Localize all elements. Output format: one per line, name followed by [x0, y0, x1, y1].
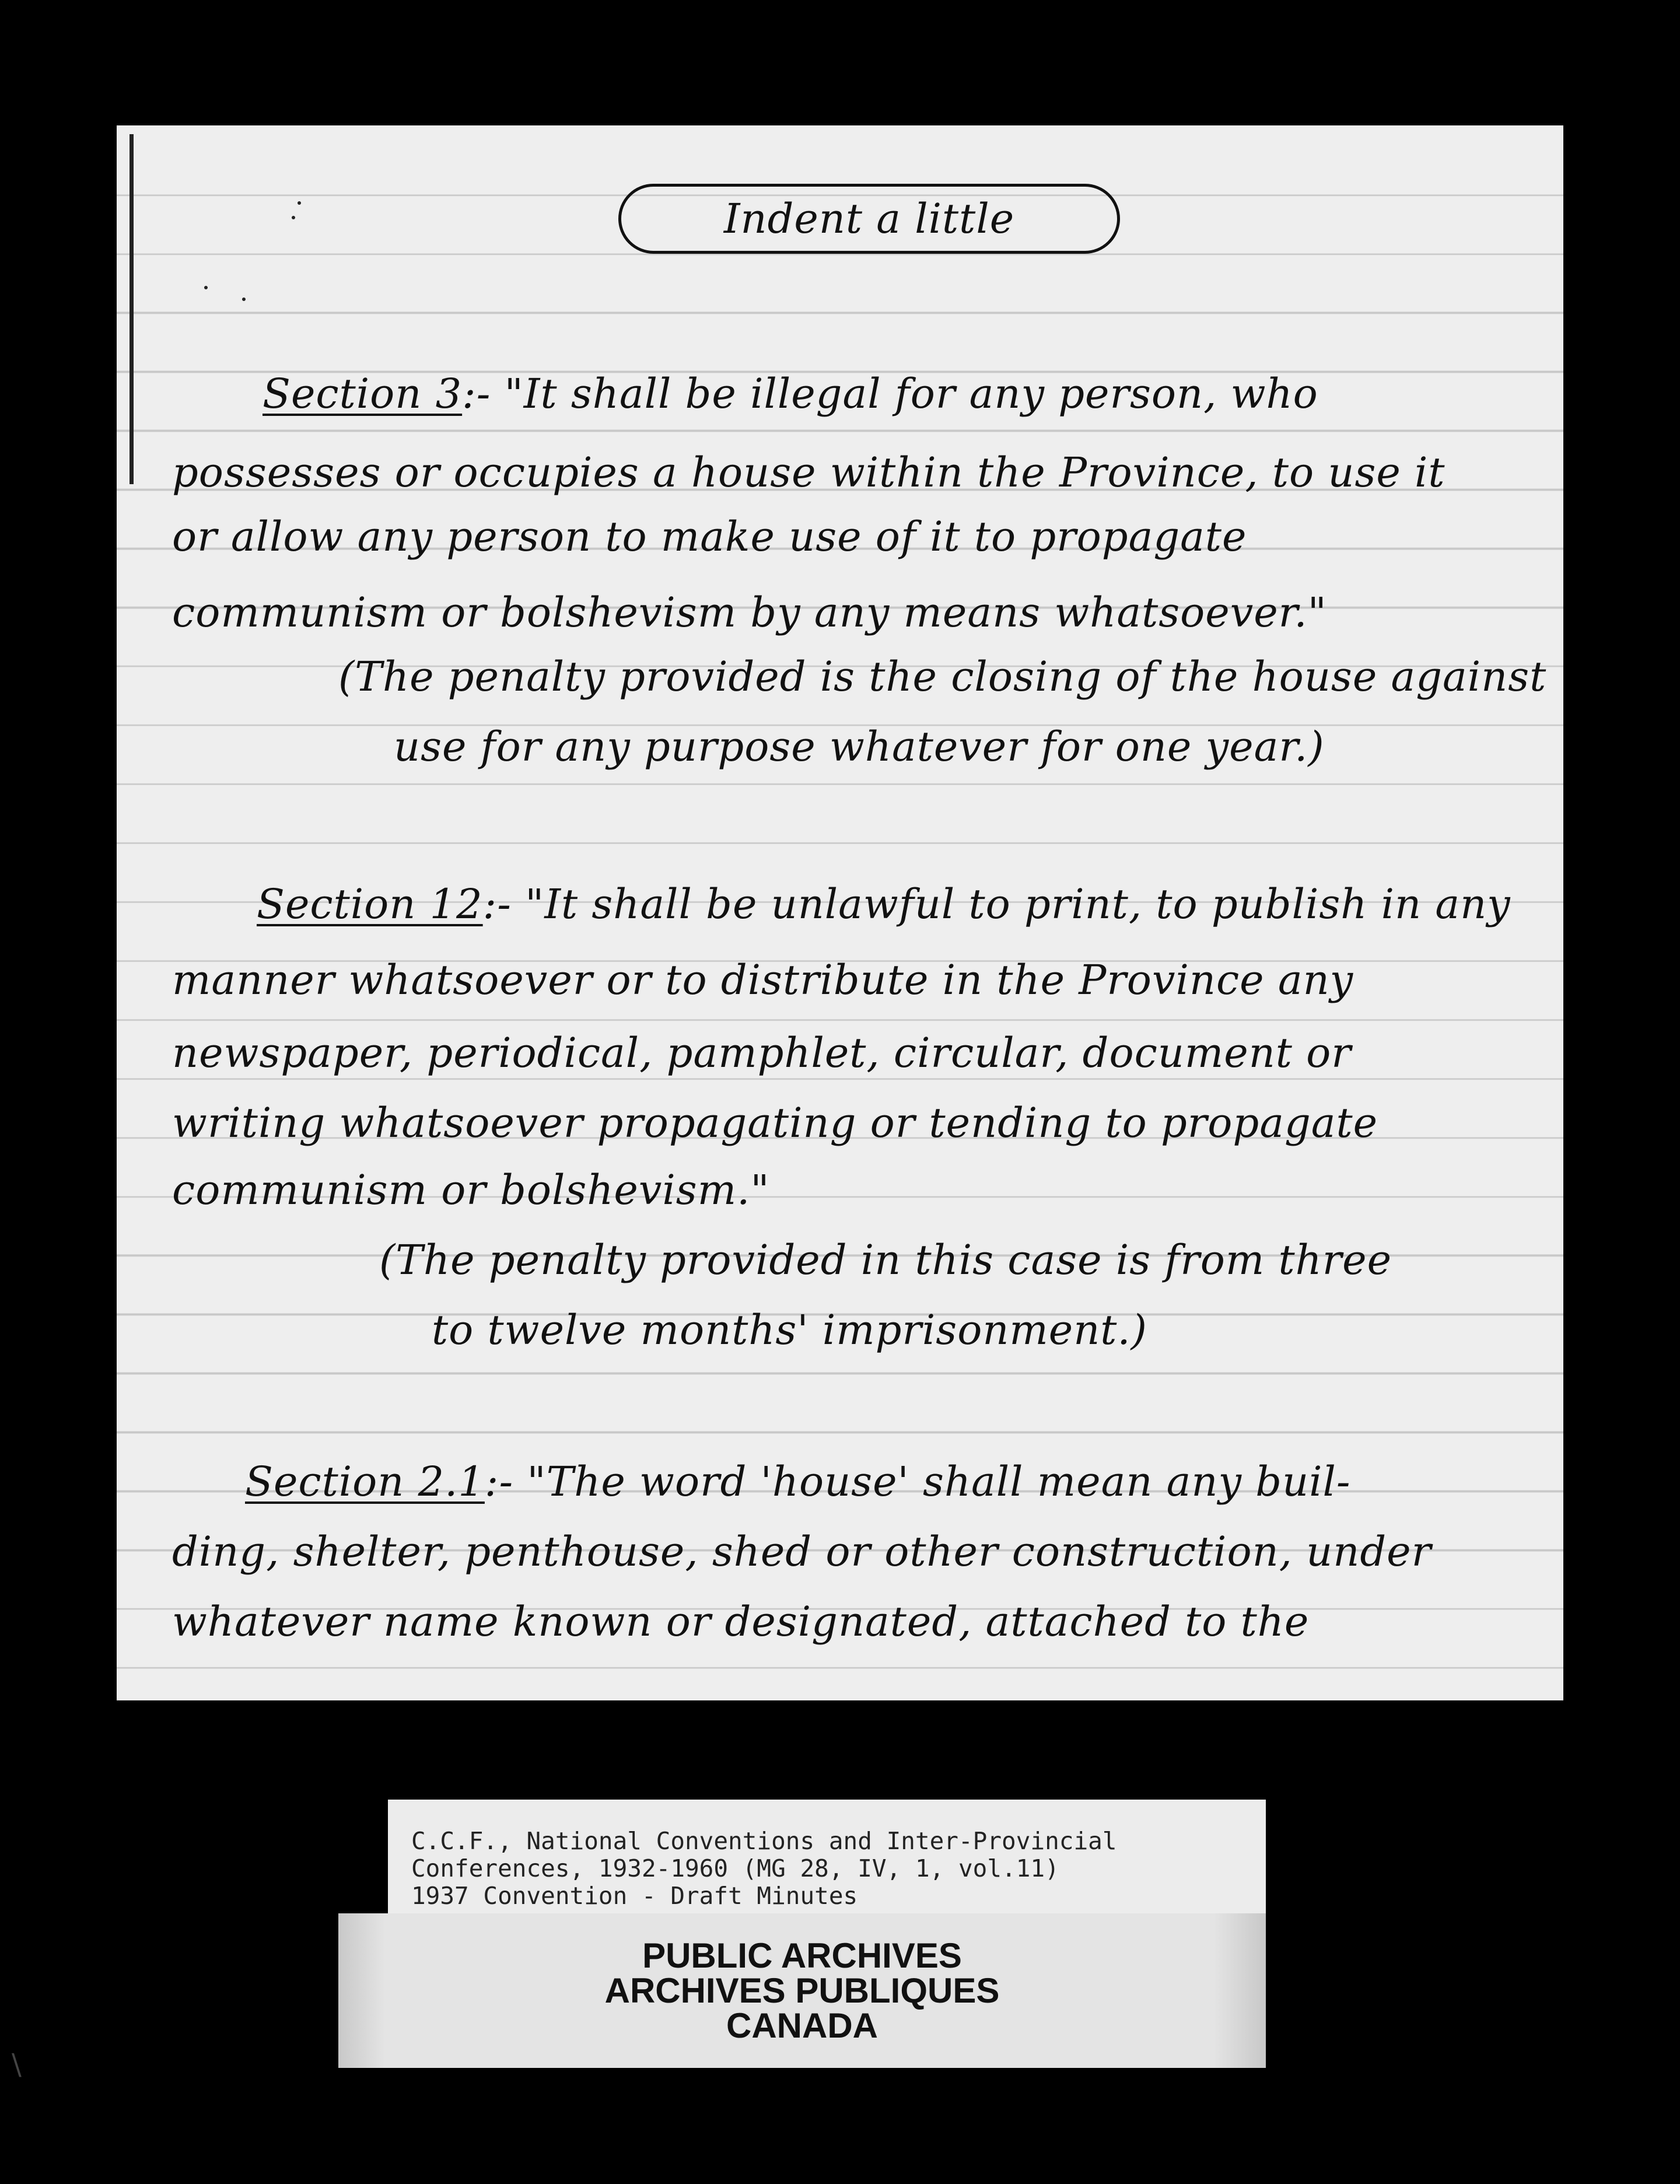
- section-3-penalty-2: use for any purpose whatever for one year.): [394, 723, 1325, 771]
- section-3-line-1: :- "It shall be illegal for any person, who: [462, 370, 1318, 418]
- section-12-line-1: :- "It shall be unlawful to print, to publish in any: [482, 880, 1511, 928]
- ink-speck: [204, 286, 208, 289]
- archives-stamp: [338, 1913, 1266, 2068]
- ink-speck: [298, 201, 301, 205]
- ink-speck: [292, 216, 295, 219]
- section-12-title: Section 12: [257, 880, 483, 928]
- archives-line-1: PUBLIC ARCHIVES: [642, 1936, 962, 1975]
- page-edge-shadow: [130, 134, 134, 484]
- archives-line-2: ARCHIVES PUBLIQUES: [604, 1971, 1000, 2010]
- section-3-line-2: possesses or occupies a house within the Province, to use it: [172, 449, 1446, 496]
- ink-speck: [242, 298, 246, 301]
- section-3-title: Section 3: [262, 370, 463, 418]
- section-3-line-4: communism or bolshevism by any means whatsoever.": [172, 589, 1327, 636]
- corner-mark: \: [12, 2048, 22, 2081]
- section-12-penalty-1: (The penalty provided in this case is from three: [379, 1236, 1392, 1284]
- section-2-1-title: Section 2.1: [245, 1458, 485, 1506]
- section-12-line-4: writing whatsoever propagating or tending to propagate: [172, 1099, 1378, 1147]
- reference-line-1: C.C.F., National Conventions and Inter-Provincial: [411, 1827, 1117, 1855]
- section-3-penalty-1: (The penalty provided is the closing of the house against: [338, 653, 1547, 701]
- section-2-1-line-3: whatever name known or designated, attached to the: [172, 1598, 1310, 1646]
- section-2-1-line-2: ding, shelter, penthouse, shed or other construction, under: [172, 1528, 1432, 1576]
- reference-label: [388, 1800, 1266, 1916]
- margin-note-text: Indent a little: [723, 195, 1015, 243]
- section-12-line-5: communism or bolshevism.": [172, 1166, 770, 1214]
- section-12-first-line: [257, 880, 1511, 928]
- archives-line-3: CANADA: [726, 2006, 878, 2045]
- reference-line-3: 1937 Convention - Draft Minutes: [411, 1882, 858, 1910]
- section-12-line-2: manner whatsoever or to distribute in the Province any: [172, 956, 1354, 1004]
- margin-note-oval: [618, 184, 1120, 254]
- section-12-line-3: newspaper, periodical, pamphlet, circular, document or: [172, 1029, 1352, 1077]
- handwritten-page: [117, 125, 1563, 1700]
- section-12-penalty-2: to twelve months' imprisonment.): [432, 1306, 1147, 1354]
- section-3-first-line: [262, 370, 1318, 418]
- section-2-1-line-1: :- "The word 'house' shall mean any buil-: [484, 1458, 1351, 1506]
- reference-line-2: Conferences, 1932-1960 (MG 28, IV, 1, vol.11): [411, 1854, 1059, 1882]
- section-3-line-3: or allow any person to make use of it to propagate: [172, 513, 1247, 561]
- section-2-1-first-line: [245, 1458, 1351, 1506]
